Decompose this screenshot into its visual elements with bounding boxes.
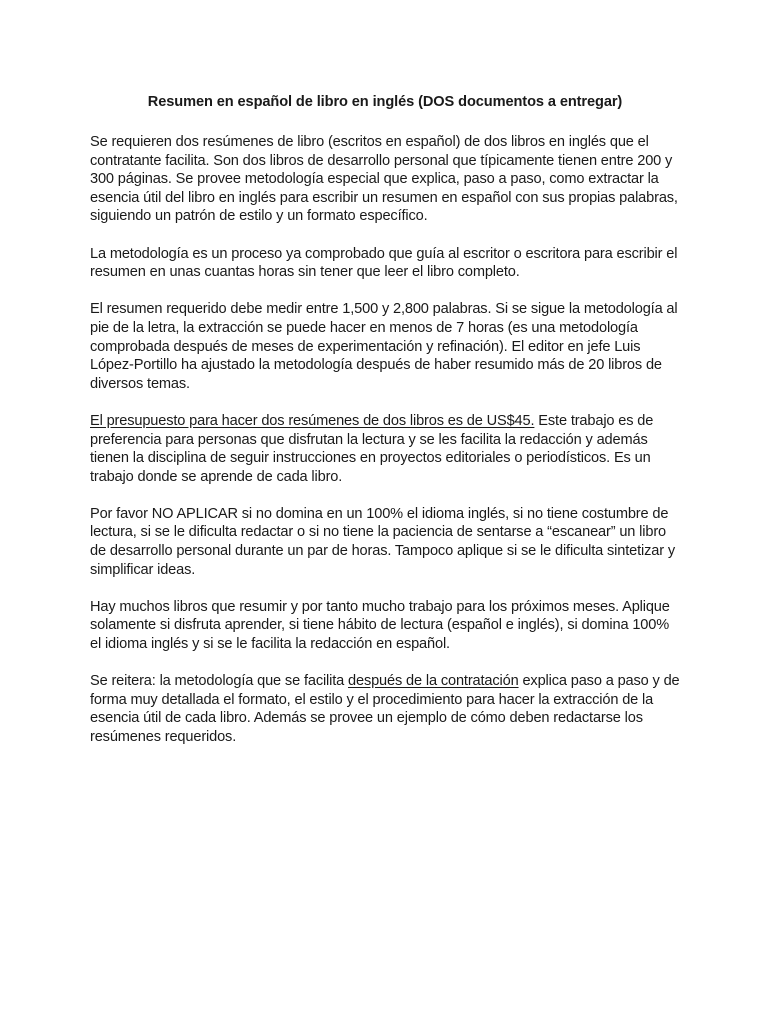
- paragraph-length: El resumen requerido debe medir entre 1,500 y 2,800 palabras. Si se sigue la metodología al pie de la letra, la extracción se puede hacer en menos de 7 horas (es una metodología comprobada después de meses de experimentación y refinación). El editor en jefe Luis López-Portillo ha ajustado la metodología después de haber resumido más de 20 libros de diversos temas.: [90, 301, 678, 392]
- paragraph-do-not-apply: Por favor NO APLICAR si no domina en un 100% el idioma inglés, si no tiene costumbre de lectura, si se le dificulta redactar o si no tiene la paciencia de sentarse a “escanear” un libro de desarrollo personal durante un par de horas. Tampoco aplique si se le dificulta sintetizar y simplificar ideas.: [90, 505, 675, 578]
- budget-rest-text: Este trabajo es de preferencia para personas que disfrutan la lectura y se les facilita la redacción y además tienen la disciplina de seguir instrucciones en proyectos editoriales o periodísticos. Es un trabajo donde se aprende de cada libro.: [90, 412, 654, 485]
- paragraph-methodology: La metodología es un proceso ya comprobado que guía al escritor o escritora para escribir el resumen en unas cuantas horas sin tener que leer el libro completo.: [90, 245, 678, 281]
- reiteration-before-text: Se reitera: la metodología que se facilita: [90, 673, 349, 690]
- paragraph-reiteration: [90, 672, 680, 746]
- reiteration-underlined-text: después de la contratación: [348, 673, 519, 690]
- reiteration-after-text: explica paso a paso y de forma muy detallada el formato, el estilo y el procedimiento para hacer la extracción de la esencia útil de cada libro. Además se provee un ejemplo de cómo deben redactarse los resúmenes requeridos.: [90, 673, 680, 745]
- paragraph-requirements: Se requieren dos resúmenes de libro (escritos en español) de dos libros en inglés que el contratante facilita. Son dos libros de desarrollo personal que típicamente tienen entre 200 y 300 páginas. Se provee metodología especial que explica, paso a paso, como extractar la esencia útil del libro en inglés para escribir un resumen en español con sus propias palabras, siguiendo un patrón de estilo y un formato específico.: [90, 134, 678, 225]
- paragraph-workload: Hay muchos libros que resumir y por tanto mucho trabajo para los próximos meses. Aplique solamente si disfruta aprender, si tiene hábito de lectura (español e inglés), si domina 100% el idioma inglés y si se le facilita la redacción en español.: [90, 598, 670, 653]
- document-title: Resumen en español de libro en inglés (DOS documentos a entregar): [147, 94, 623, 110]
- document-body: [90, 93, 680, 765]
- budget-underlined-text: El presupuesto para hacer dos resúmenes de dos libros es de US$45.: [90, 412, 535, 429]
- paragraph-budget: [90, 412, 680, 486]
